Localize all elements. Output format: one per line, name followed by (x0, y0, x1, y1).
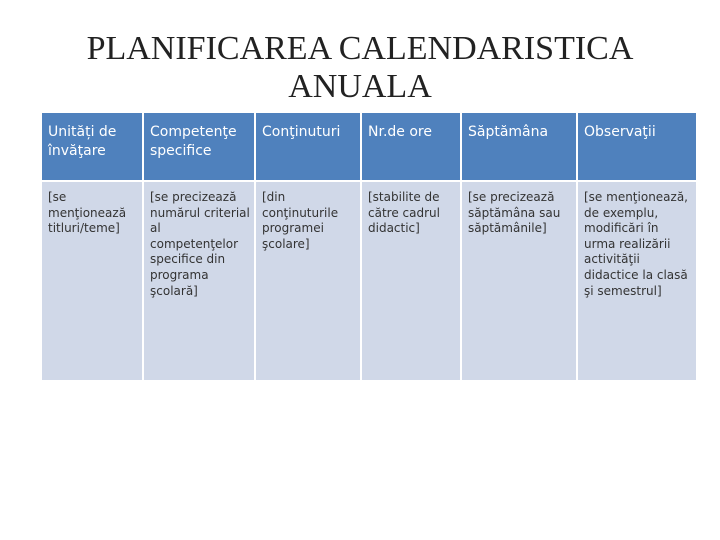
header-cell-specific-competences: Competenţe specifice (143, 113, 255, 181)
planning-table (42, 113, 696, 382)
table-cell-contents: [din conţinuturile programei şcolare] (255, 181, 361, 381)
table-row (42, 181, 696, 381)
header-cell-week: Săptămâna (461, 113, 577, 181)
header-cell-contents: Conţinuturi (255, 113, 361, 181)
table-cell-observations: [se menţionează, de exemplu, modificări în urma realizării activităţii didactice la clasă şi semestrul] (577, 181, 696, 381)
table-cell-hours: [stabilite de către cadrul didactic] (361, 181, 461, 381)
slide-title (0, 30, 720, 106)
table-cell-specific-competences: [se precizează numărul criterial al competenţelor specifice din programa şcolară] (143, 181, 255, 381)
table-cell-week: [se precizează săptămâna sau săptămânile] (461, 181, 577, 381)
slide-title-line-2: ANUALA (288, 68, 432, 105)
slide-title-line-1: PLANIFICAREA CALENDARISTICA (86, 30, 634, 67)
header-cell-observations: Observaţii (577, 113, 696, 181)
table-cell-learning-units: [se menţionează titluri/teme] (42, 181, 143, 381)
header-cell-learning-units: Unități de învăţare (42, 113, 143, 181)
header-cell-hours: Nr.de ore (361, 113, 461, 181)
table-header-row (42, 113, 696, 181)
